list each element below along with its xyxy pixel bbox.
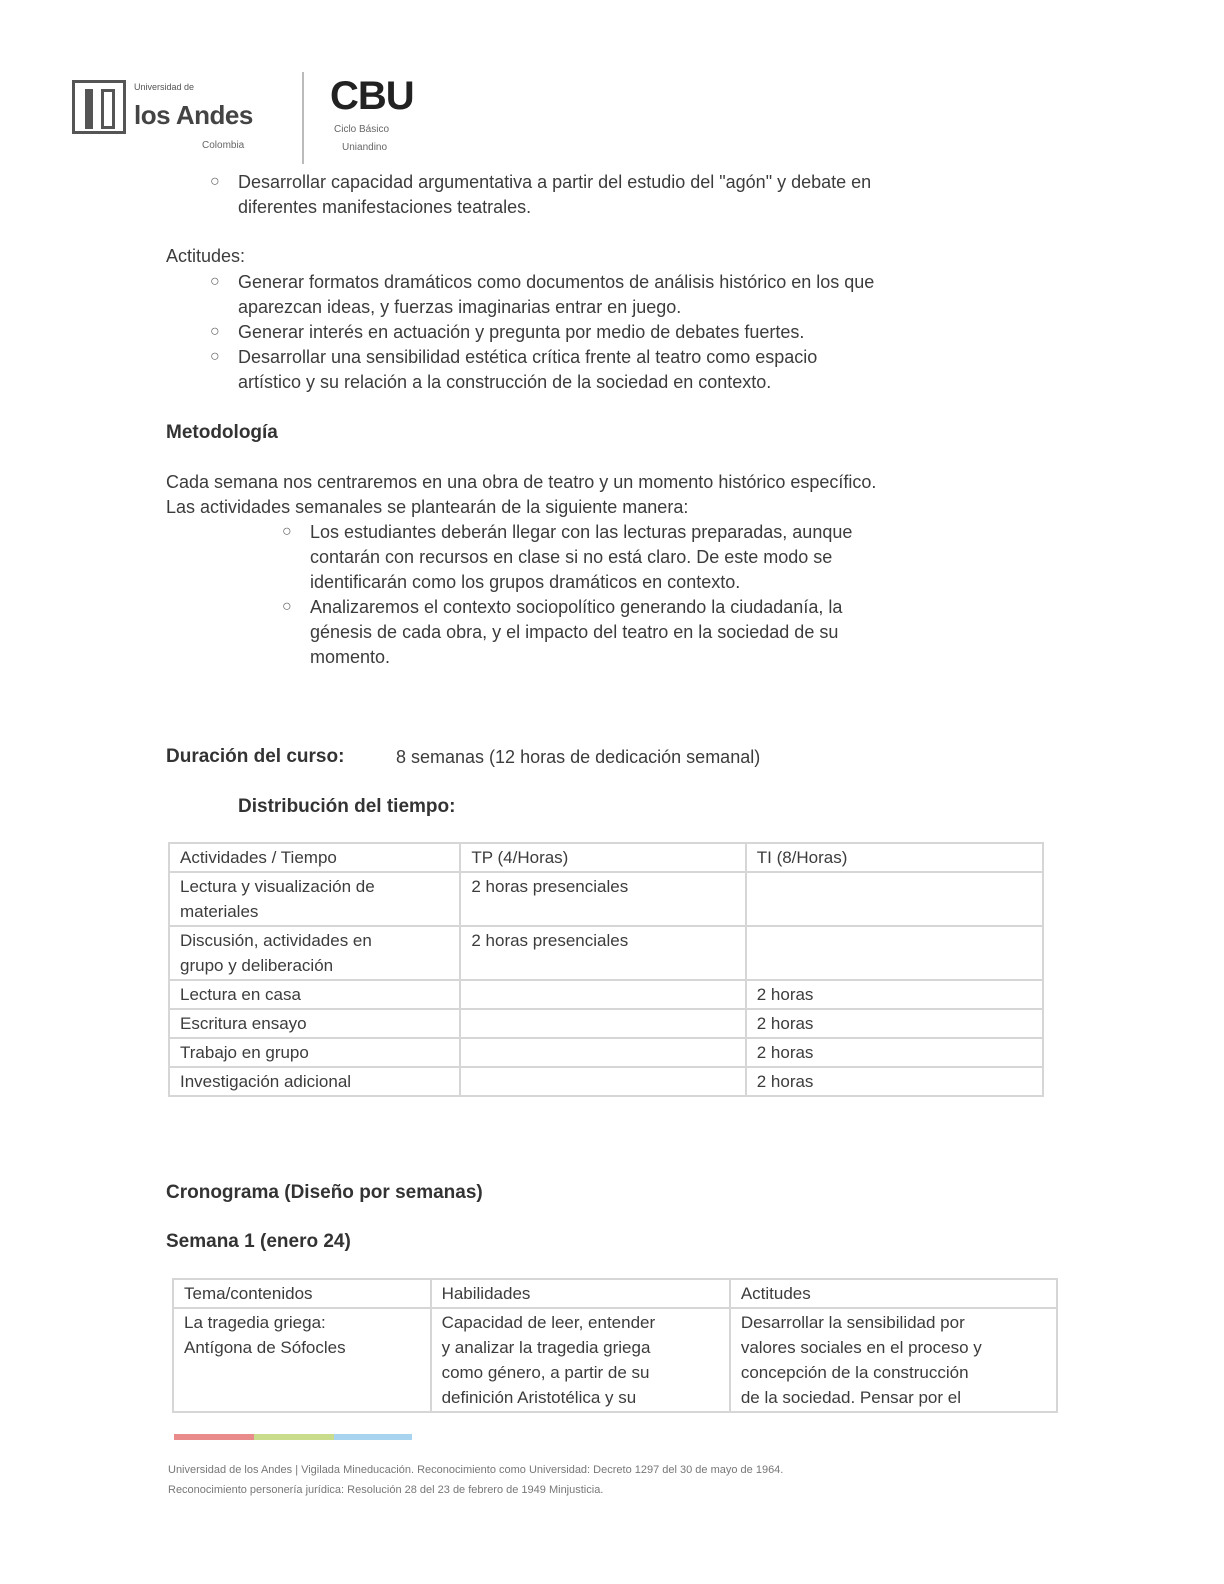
bullet-icon: ○ (210, 323, 220, 340)
metodologia-item-1-line1: Los estudiantes deberán llegar con las lecturas preparadas, aunque (310, 522, 853, 542)
cell-line: y analizar la tragedia griega (441, 1338, 651, 1357)
table-row (169, 872, 1043, 926)
cell-line: Discusión, actividades en (180, 931, 372, 950)
cell-line: valores sociales en el proceso y (740, 1338, 982, 1357)
metodologia-item-2-line1: Analizaremos el contexto sociopolítico generando la ciudadanía, la (310, 597, 843, 617)
table-cell (460, 1009, 745, 1038)
cell-line: Desarrollar la sensibilidad por (740, 1313, 965, 1332)
cell-line: Capacidad de leer, entender (441, 1313, 656, 1332)
bullet-icon: ○ (282, 598, 292, 615)
bullet-icon: ○ (210, 173, 220, 190)
table-cell (460, 1038, 745, 1067)
cell-line: materiales (180, 902, 259, 921)
bullet-icon: ○ (210, 348, 220, 365)
intro-bullet-line1: Desarrollar capacidad argumentativa a partir del estudio del "agón" y debate en (238, 172, 872, 192)
table-cell: Investigación adicional (169, 1067, 460, 1096)
logo-divider (302, 72, 304, 164)
table-row (173, 1308, 1057, 1412)
cell-line: La tragedia griega: (184, 1313, 326, 1332)
logo-uni-sub: Colombia (202, 140, 245, 151)
cell-line: Antígona de Sófocles (184, 1338, 346, 1357)
logo-uni-name: los Andes (134, 100, 253, 130)
table-cell (431, 1308, 730, 1412)
actitudes-item-3-line2: artístico y su relación a la construcción de la sociedad en contexto. (238, 372, 772, 392)
metodologia-item-1-line3: identificarán como los grupos dramáticos en contexto. (310, 572, 741, 592)
table-cell: Trabajo en grupo (169, 1038, 460, 1067)
uniandes-logo (72, 78, 272, 156)
bullet-icon: ○ (210, 273, 220, 290)
metodologia-item-2-line3: momento. (310, 647, 391, 667)
cell-line: Lectura y visualización de (180, 877, 375, 896)
actitudes-item-3-line1: Desarrollar una sensibilidad estética crítica frente al teatro como espacio (238, 347, 818, 367)
intro-bullet-line2: diferentes manifestaciones teatrales. (238, 197, 532, 217)
table-row (169, 980, 1043, 1009)
cell-line: grupo y deliberación (180, 956, 334, 975)
table-cell (746, 872, 1043, 926)
metodologia-item-1-line2: contarán con recursos en clase si no está claro. De este modo se (310, 547, 833, 567)
metodologia-p2: Las actividades semanales se plantearán de la siguiente manera: (166, 497, 689, 517)
table-cell (169, 872, 460, 926)
table-row (169, 1067, 1043, 1096)
table-row (169, 926, 1043, 980)
cbu-logo-text: CBU (330, 74, 414, 118)
table-header-row (173, 1279, 1057, 1308)
footer-color-bar-green (254, 1434, 334, 1440)
table-cell: 2 horas (746, 1009, 1043, 1038)
table-header-cell: Habilidades (431, 1279, 730, 1308)
table-cell: 2 horas presenciales (460, 872, 745, 926)
cell-line: de la sociedad. Pensar por el (740, 1388, 962, 1407)
cell-line: concepción de la construcción (740, 1363, 969, 1382)
table-cell (460, 1067, 745, 1096)
table-header-cell: TP (4/Horas) (460, 843, 745, 872)
table-cell: 2 horas (746, 1038, 1043, 1067)
table-cell: 2 horas (746, 1067, 1043, 1096)
table-row (169, 1038, 1043, 1067)
cbu-logo-sub1: Ciclo Básico (334, 124, 390, 135)
table-header-cell: Tema/contenidos (173, 1279, 431, 1308)
actitudes-item-2-line1: Generar interés en actuación y pregunta por medio de debates fuertes. (238, 322, 805, 342)
uniandes-emblem-icon (72, 80, 126, 134)
logo-uni-top: Universidad de (134, 82, 195, 92)
semana-heading: Semana 1 (enero 24) (166, 1231, 351, 1252)
cronograma-heading: Cronograma (Diseño por semanas) (166, 1182, 483, 1203)
metodologia-p1: Cada semana nos centraremos en una obra de teatro y un momento histórico específico. (166, 472, 877, 492)
cbu-logo-sub2: Uniandino (342, 142, 388, 153)
table-cell: Escritura ensayo (169, 1009, 460, 1038)
table-row (169, 1009, 1043, 1038)
footer-line2: Reconocimiento personería jurídica: Resolución 28 del 23 de febrero de 1949 Minjusticia. (168, 1484, 604, 1496)
footer-color-bar-blue (334, 1434, 412, 1440)
table-header-cell: Actitudes (730, 1279, 1057, 1308)
table-cell (746, 926, 1043, 980)
actitudes-title: Actitudes: (166, 246, 246, 266)
table-cell: 2 horas (746, 980, 1043, 1009)
table-cell: 2 horas presenciales (460, 926, 745, 980)
cell-line: definición Aristotélica y su (441, 1388, 637, 1407)
distribucion-heading: Distribución del tiempo: (238, 796, 456, 817)
duracion-label: Duración del curso: (166, 746, 345, 767)
duracion-value: 8 semanas (12 horas de dedicación semanal) (396, 747, 761, 767)
metodologia-item-2-line2: génesis de cada obra, y el impacto del teatro en la sociedad de su (310, 622, 839, 642)
table-cell (169, 926, 460, 980)
actitudes-item-1-line2: aparezcan ideas, y fuerzas imaginarias entrar en juego. (238, 297, 682, 317)
actitudes-item-1-line1: Generar formatos dramáticos como documentos de análisis histórico en los que (238, 272, 875, 292)
cell-line: como género, a partir de su (441, 1363, 650, 1382)
bullet-icon: ○ (282, 523, 292, 540)
table-header-row (169, 843, 1043, 872)
metodologia-heading: Metodología (166, 422, 278, 443)
table-header-cell: TI (8/Horas) (746, 843, 1043, 872)
distribucion-table (168, 842, 1044, 1097)
table-cell: Lectura en casa (169, 980, 460, 1009)
footer-color-bar-red (174, 1434, 254, 1440)
table-cell (173, 1308, 431, 1412)
cronograma-table (172, 1278, 1058, 1413)
table-header-cell: Actividades / Tiempo (169, 843, 460, 872)
footer-line1: Universidad de los Andes | Vigilada Mineducación. Reconocimiento como Universidad: Decreto 1297 del 30 de mayo de 1964. (168, 1464, 784, 1476)
table-cell (730, 1308, 1057, 1412)
cbu-logo (330, 74, 440, 164)
table-cell (460, 980, 745, 1009)
